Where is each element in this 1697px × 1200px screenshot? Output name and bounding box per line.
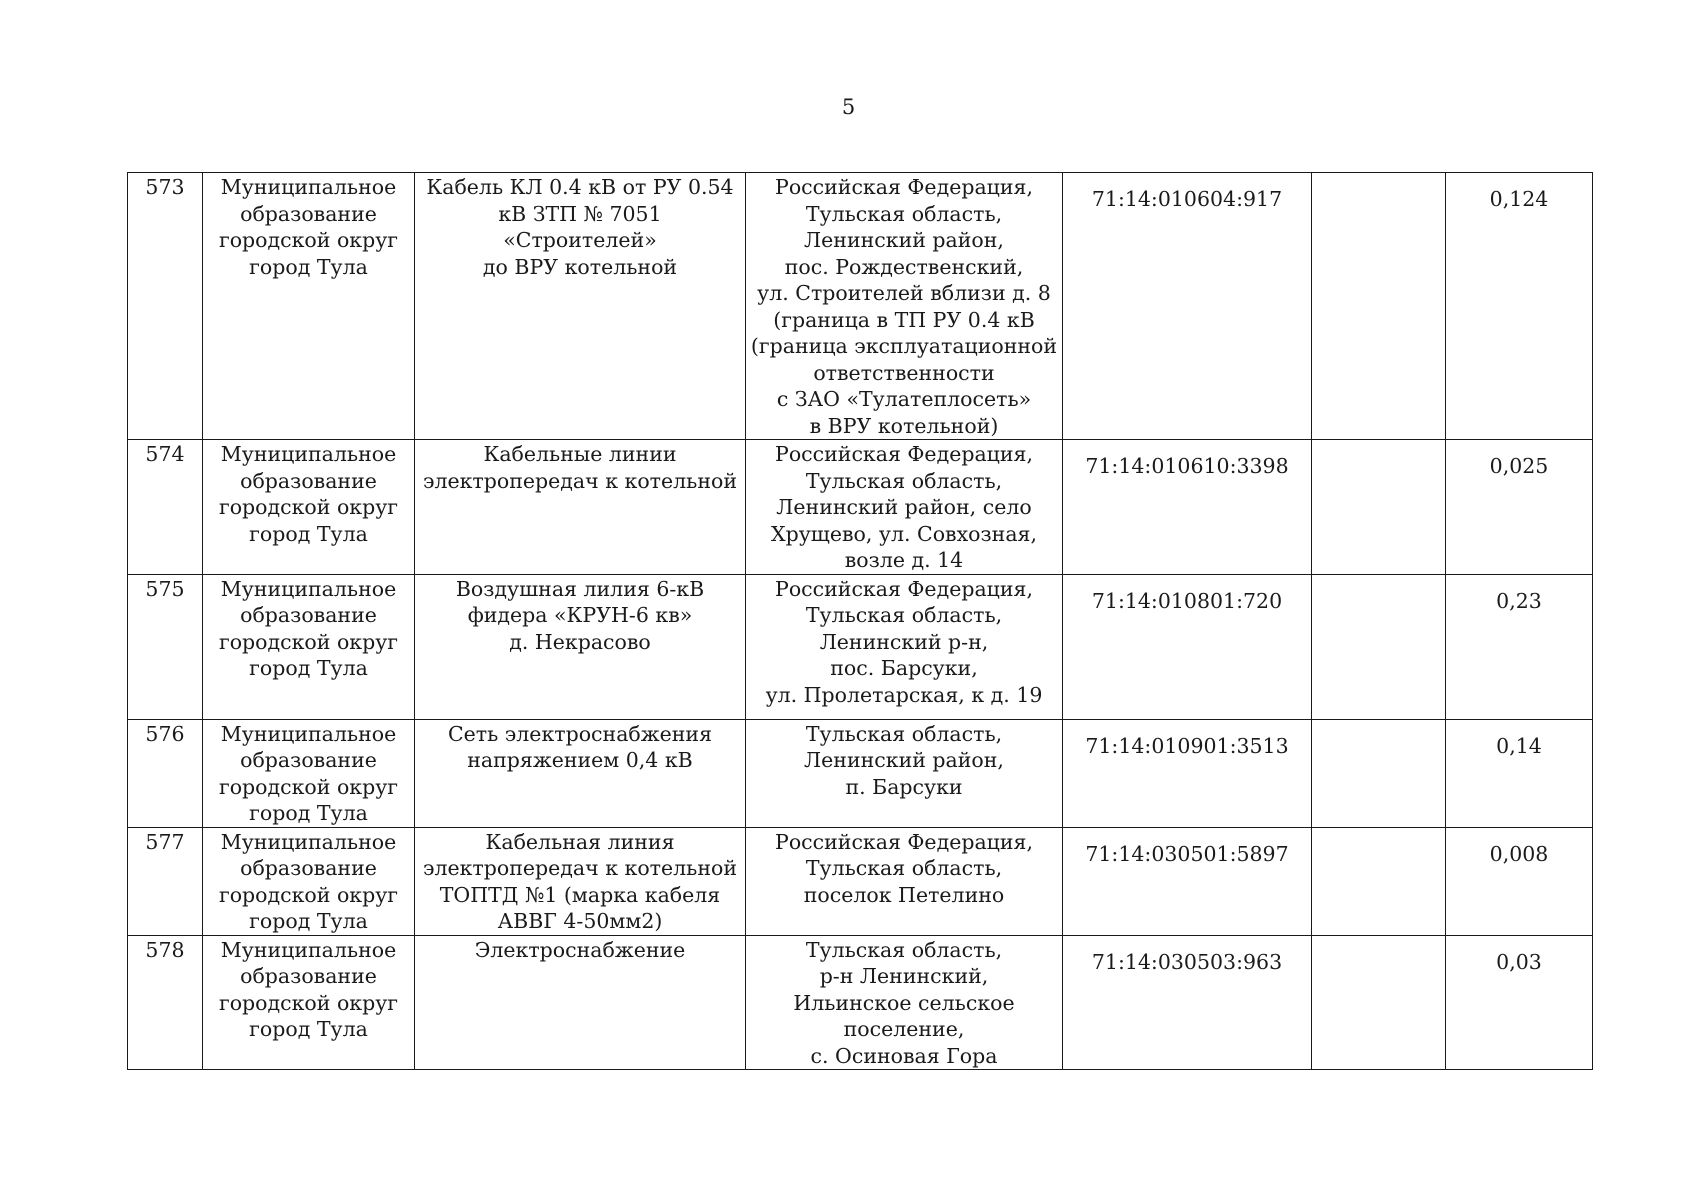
owner-cell: Муниципальное образование городской округ город Тула (203, 935, 415, 1070)
table-row (128, 440, 1593, 575)
table-row (128, 574, 1593, 719)
page-number: 5 (841, 95, 856, 119)
table-row (128, 935, 1593, 1070)
object-name-cell: Электроснабжение (415, 935, 746, 1070)
address-cell: Тульская область, р-н Ленинский, Ильинское сельское поселение, с. Осиновая Гора (746, 935, 1063, 1070)
row-number-cell: 576 (128, 719, 203, 827)
owner-cell: Муниципальное образование городской округ город Тула (203, 574, 415, 719)
cadastral-number-cell: 71:14:030503:963 (1063, 935, 1312, 1070)
value-cell: 0,23 (1446, 574, 1593, 719)
cadastral-number-cell: 71:14:010604:917 (1063, 173, 1312, 440)
table-row (128, 719, 1593, 827)
address-cell: Тульская область, Ленинский район, п. Барсуки (746, 719, 1063, 827)
address-cell: Российская Федерация, Тульская область, поселок Петелино (746, 827, 1063, 935)
owner-cell: Муниципальное образование городской округ город Тула (203, 173, 415, 440)
value-cell: 0,03 (1446, 935, 1593, 1070)
row-number-cell: 578 (128, 935, 203, 1070)
object-name-cell: Кабельная линия электропередач к котельной ТОПТД №1 (марка кабеля АВВГ 4-50мм2) (415, 827, 746, 935)
cadastral-number-cell: 71:14:030501:5897 (1063, 827, 1312, 935)
value-cell: 0,025 (1446, 440, 1593, 575)
registry-table (127, 172, 1593, 1070)
empty-cell (1312, 173, 1446, 440)
row-number-cell: 575 (128, 574, 203, 719)
address-cell: Российская Федерация, Тульская область, Ленинский район, пос. Рождественский, ул. Строителей вблизи д. 8 (граница в ТП РУ 0.4 кВ (граница эксплуатационной ответственности с ЗАО «Тулатеплосеть» в ВРУ котельной) (746, 173, 1063, 440)
table-row (128, 173, 1593, 440)
empty-cell (1312, 935, 1446, 1070)
table-row (128, 827, 1593, 935)
cadastral-number-cell: 71:14:010901:3513 (1063, 719, 1312, 827)
owner-cell: Муниципальное образование городской округ город Тула (203, 440, 415, 575)
empty-cell (1312, 440, 1446, 575)
address-cell: Российская Федерация, Тульская область, Ленинский район, село Хрущево, ул. Совхозная, возле д. 14 (746, 440, 1063, 575)
owner-cell: Муниципальное образование городской округ город Тула (203, 827, 415, 935)
value-cell: 0,008 (1446, 827, 1593, 935)
object-name-cell: Воздушная лилия 6-кВ фидера «КРУН-6 кв» д. Некрасово (415, 574, 746, 719)
owner-cell: Муниципальное образование городской округ город Тула (203, 719, 415, 827)
value-cell: 0,14 (1446, 719, 1593, 827)
cadastral-number-cell: 71:14:010610:3398 (1063, 440, 1312, 575)
cadastral-number-cell: 71:14:010801:720 (1063, 574, 1312, 719)
empty-cell (1312, 719, 1446, 827)
value-cell: 0,124 (1446, 173, 1593, 440)
empty-cell (1312, 574, 1446, 719)
row-number-cell: 574 (128, 440, 203, 575)
row-number-cell: 573 (128, 173, 203, 440)
object-name-cell: Кабель КЛ 0.4 кВ от РУ 0.54 кВ ЗТП № 7051 «Строителей» до ВРУ котельной (415, 173, 746, 440)
object-name-cell: Кабельные линии электропередач к котельной (415, 440, 746, 575)
row-number-cell: 577 (128, 827, 203, 935)
object-name-cell: Сеть электроснабжения напряжением 0,4 кВ (415, 719, 746, 827)
address-cell: Российская Федерация, Тульская область, Ленинский р-н, пос. Барсуки, ул. Пролетарская, к д. 19 (746, 574, 1063, 719)
empty-cell (1312, 827, 1446, 935)
